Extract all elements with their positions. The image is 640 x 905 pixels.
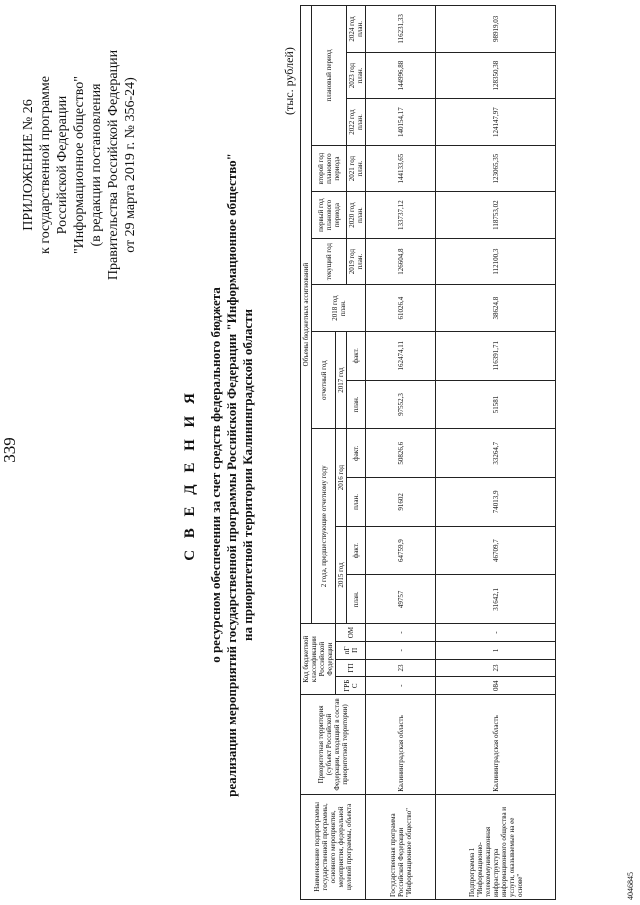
header-row [301,6,312,900]
document-id: 4046845 [626,872,635,900]
row-name: Государственная программа Российской Федерации "Информационное общество" [366,794,436,899]
row-value: 116391,71 [436,331,556,380]
row-value: 123065,35 [436,145,556,192]
header-2018: 2018 год план. [312,285,366,332]
row-value: 144133,65 [366,145,436,192]
row-value: 112100,3 [436,238,556,285]
row-om: - [436,624,556,642]
appendix-line: ПРИЛОЖЕНИЕ № 26 [21,99,36,231]
row-grbs: - [366,677,436,695]
row-pgp: 1 [436,641,556,659]
header-code: Код бюджетной классификации Российской Федерации [301,624,336,695]
row-value: 31642,1 [436,575,556,624]
header-fact-col: факт. [347,331,366,380]
header-om: ОМ [336,624,366,642]
row-value: 126604,8 [366,238,436,285]
header-plan-col: план. [347,380,366,429]
row-value: 118753,02 [436,192,556,239]
row-value: 128350,38 [436,52,556,99]
document-title [182,85,256,865]
header-plan-col: план. [347,575,366,624]
row-value: 74013,9 [436,478,556,527]
row-value: 97552,3 [366,380,436,429]
header-territory: Приоритетная территория (субъект Российской Федерации, входящий в состав приоритетной территории) [301,695,366,795]
row-value: 50826,6 [366,429,436,478]
header-fact-col: факт. [347,526,366,575]
appendix-line: "Информационное общество" [72,75,87,255]
row-value: 91602 [366,478,436,527]
header-2017: 2017 год [336,331,347,428]
header-2023: 2023 год план. [347,52,366,99]
appendix-block [20,15,139,315]
row-value: 46709,7 [436,526,556,575]
header-volumes: Объемы бюджетных ассигнований [301,6,312,624]
appendix-line: от 29 марта 2019 г. № 356-24) [123,77,138,253]
row-value: 61026,4 [366,285,436,332]
header-name: Наименование подпрограммы государственной программы, основного мероприятия, мероприятия, федеральной целевой программы, объекта [301,794,366,899]
row-value: 124147,97 [436,99,556,146]
unit-label: (тыс. рублей) [282,47,296,115]
row-territory: Калининградская область [366,695,436,795]
row-value: 64759,9 [366,526,436,575]
appendix-line: Правительства Российской Федерации [106,49,121,281]
header-second: второй год планового периода [312,145,347,192]
header-grbs: ГРБС [336,677,366,695]
title-line: реализации мероприятий государственной программы Российской Федерации "Информационное общество" [224,153,239,797]
row-value: 140154,17 [366,99,436,146]
title-line: на приоритетной территории Калининградской области [240,309,255,642]
header-2021: 2021 год план. [347,145,366,192]
header-2022: 2022 год план. [347,99,366,146]
row-value: 33264,7 [436,429,556,478]
row-om: - [366,624,436,642]
table-row [366,6,436,900]
header-fact-col: факт. [347,429,366,478]
row-value: 144996,88 [366,52,436,99]
row-value: 133737,12 [366,192,436,239]
header-2019: 2019 год план. [347,238,366,285]
row-name: Подпрограмма 1 "Информационно-телекоммуникационная инфраструктура информационного общества и услуги, оказываемые на ее основе" [436,794,556,899]
row-value: 49757 [366,575,436,624]
row-grbs: 084 [436,677,556,695]
header-2015: 2015 год [336,526,347,623]
row-value: 162474,11 [366,331,436,380]
appendix-line: (в редакции постановления [89,83,104,247]
appendix-line: к государственной программе [38,76,53,254]
row-value: 116231,33 [366,6,436,53]
table-row [436,6,556,900]
header-first: первый год планового периода [312,192,347,239]
row-gp: 23 [436,659,556,677]
row-value: 51581 [436,380,556,429]
row-value: 38624,8 [436,285,556,332]
header-report-year: отчетный год [312,331,336,428]
header-2020: 2020 год план. [347,192,366,239]
budget-table [300,5,556,900]
header-plan-col: план. [347,478,366,527]
title-line: о ресурсном обеспечении за счет средств федерального бюджета [208,287,223,663]
row-territory: Калининградская область [436,695,556,795]
row-pgp: - [366,641,436,659]
header-plan: плановый период [312,6,347,146]
row-gp: 23 [366,659,436,677]
appendix-line: Российской Федерации [55,95,70,235]
header-gp: ГП [336,659,366,677]
header-2016: 2016 год [336,429,347,526]
header-current: текущий год [312,238,347,285]
row-value: 98919,03 [436,6,556,53]
title-heading: С В Е Д Е Н И Я [182,389,198,561]
page-number: 339 [0,437,19,463]
header-pgp: пГП [336,641,366,659]
header-two-years: 2 года, предшествующие отчетному году [312,429,336,624]
header-2024: 2024 год план. [347,6,366,53]
